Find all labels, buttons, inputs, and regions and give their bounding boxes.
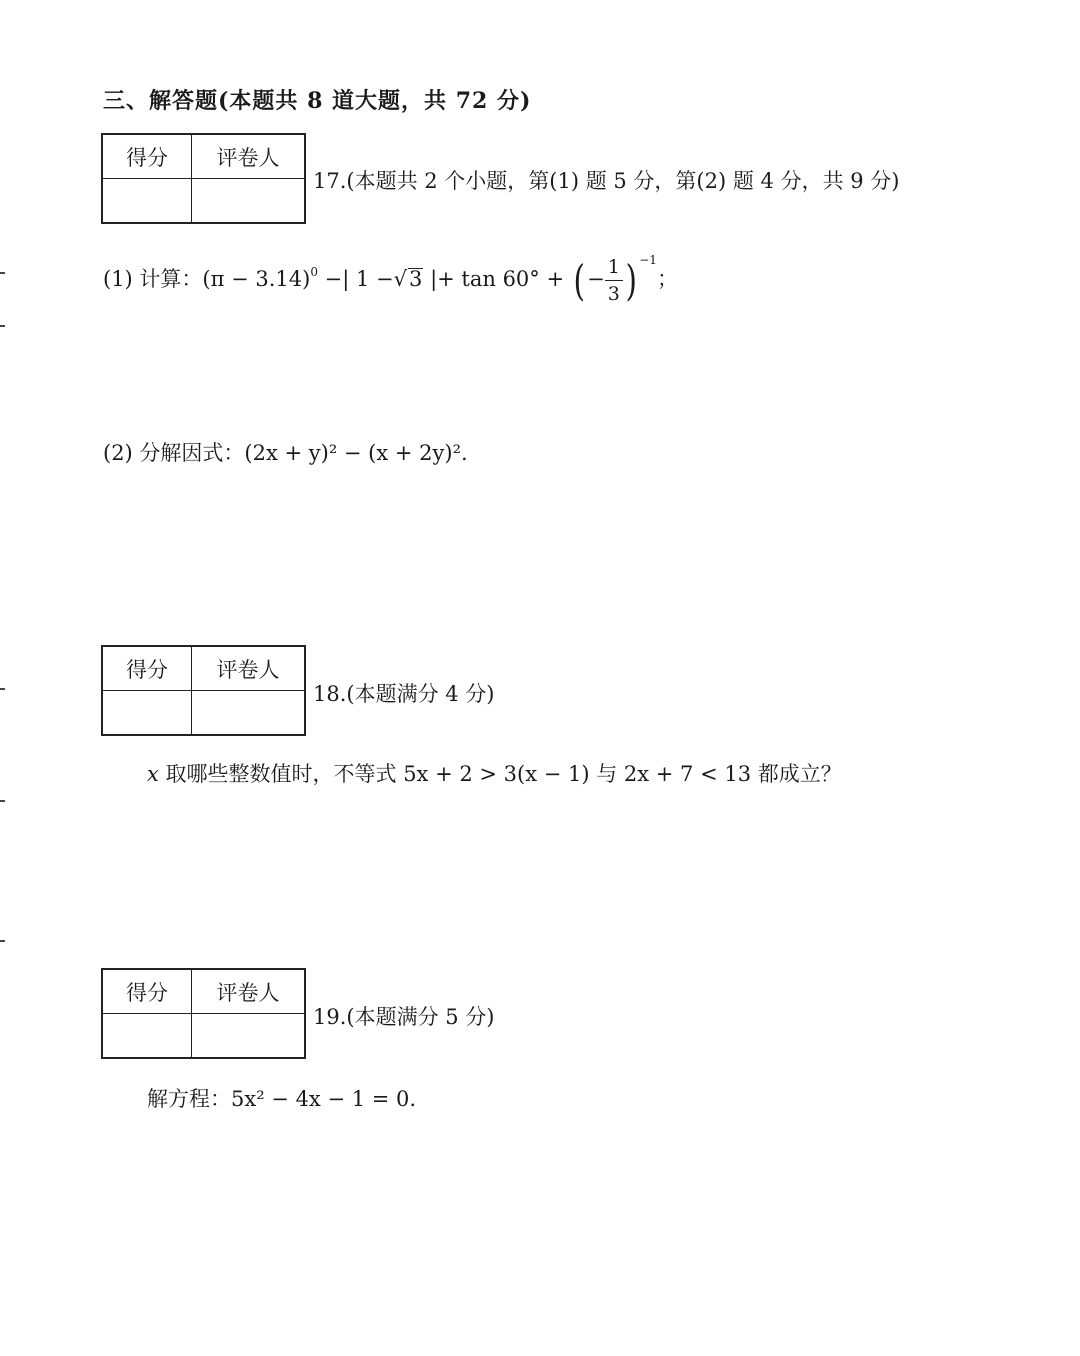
- score-cell[interactable]: [102, 179, 192, 224]
- binding-mark: [0, 272, 5, 274]
- q19-text: 解方程：5x² − 4x − 1 = 0.: [147, 1087, 417, 1111]
- q17-part2-expr: (2x + y)² − (x + 2y)².: [244, 441, 468, 465]
- score-table-q17: [101, 133, 306, 224]
- score-cell[interactable]: [102, 691, 192, 736]
- section-title: 三、解答题(本题共 8 道大题，共 72 分): [103, 88, 532, 114]
- binding-mark: [0, 325, 5, 327]
- score-table-q19: [101, 968, 306, 1059]
- binding-mark: [0, 940, 5, 942]
- grader-cell[interactable]: [192, 179, 306, 224]
- score-table-q18: [101, 645, 306, 736]
- right-paren-icon: ): [625, 256, 637, 305]
- grader-header: 评卷人: [192, 134, 306, 179]
- score-header: 得分: [102, 134, 192, 179]
- fraction-denominator: 3: [607, 283, 620, 305]
- sqrt-icon: √: [393, 267, 408, 291]
- q17-heading: 17.(本题共 2 个小题，第(1) 题 5 分，第(2) 题 4 分，共 9 分): [313, 169, 900, 193]
- score-cell[interactable]: [102, 1014, 192, 1059]
- q17-part1-tail: ；: [656, 267, 678, 291]
- sqrt-argument: 3: [409, 267, 423, 291]
- q17-part2-label: (2) 分解因式：: [103, 441, 245, 465]
- binding-mark: [0, 800, 5, 802]
- q17-part2: [103, 437, 468, 467]
- grader-header: 评卷人: [192, 646, 306, 691]
- fraction-sign: −: [587, 267, 605, 291]
- q17-part1: [103, 253, 678, 305]
- q17-part1-expr-c: |+ tan 60° +: [423, 267, 565, 291]
- left-paren-icon: (: [573, 256, 585, 305]
- q17-part1-expr-a: (π − 3.14): [202, 267, 311, 291]
- grader-cell[interactable]: [192, 691, 306, 736]
- q17-part1-expr-b: −| 1 −: [317, 267, 394, 291]
- grader-header: 评卷人: [192, 969, 306, 1014]
- q19-heading: 19.(本题满分 5 分): [313, 1005, 495, 1029]
- score-header: 得分: [102, 646, 192, 691]
- fraction-numerator: 1: [607, 256, 620, 278]
- grader-cell[interactable]: [192, 1014, 306, 1059]
- q18-variable: x: [147, 762, 159, 786]
- exponent-neg-one: −1: [639, 253, 657, 267]
- fraction: [605, 256, 623, 305]
- q18-text: [147, 758, 842, 788]
- fraction-bar: [605, 280, 623, 281]
- q17-part1-label: (1) 计算：: [103, 267, 203, 291]
- q18-heading: 18.(本题满分 4 分): [313, 682, 495, 706]
- fraction-group: [571, 256, 639, 305]
- binding-mark: [0, 688, 5, 690]
- exponent-zero: 0: [310, 265, 318, 279]
- q18-question: 取哪些整数值时，不等式 5x + 2 > 3(x − 1) 与 2x + 7 < 13 都成立？: [158, 762, 842, 786]
- score-header: 得分: [102, 969, 192, 1014]
